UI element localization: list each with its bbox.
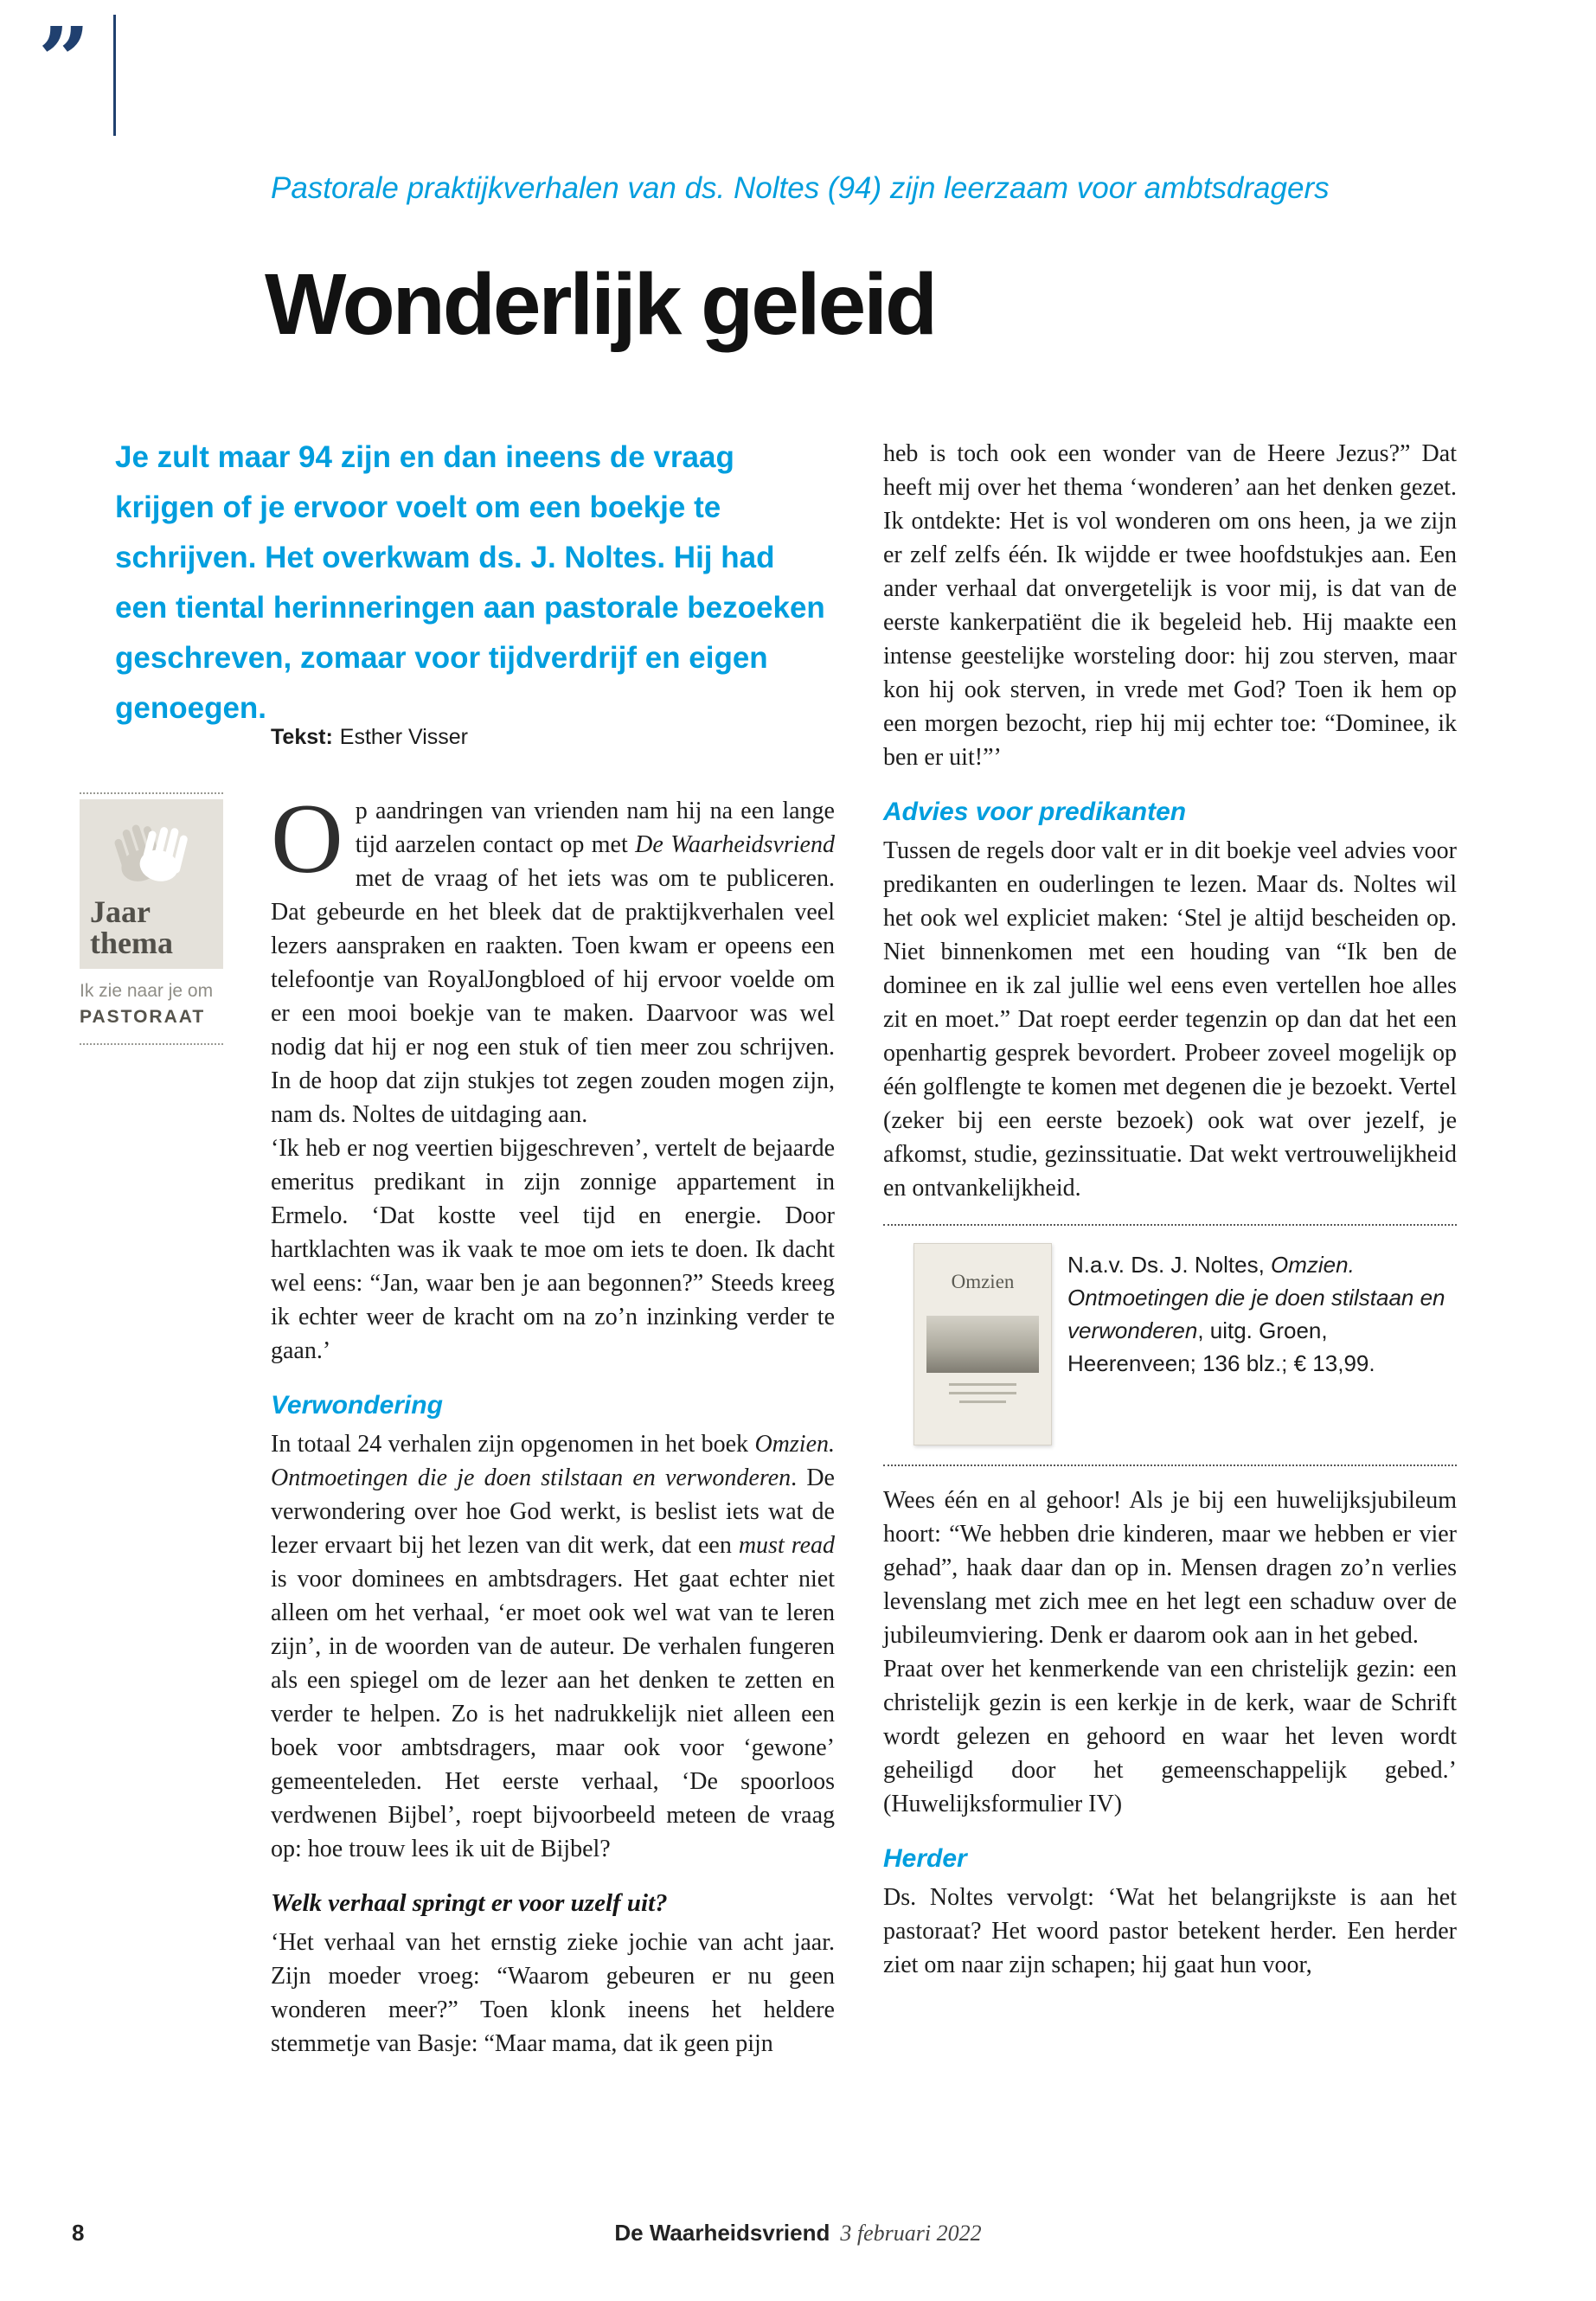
badge-graphic-area xyxy=(80,799,223,969)
book-reference-box xyxy=(883,1243,1457,1445)
left-column xyxy=(271,784,835,2061)
paragraph: Praat over het kenmerkende van een christelijk gezin: een christelijk gezin is een kerkje in de kerk, waar de Schrift wordt gelezen en gehoord en waar het leven wordt geheiligd door het gemeenschappelijk gebed.’ (Huwelijksformulier IV) xyxy=(883,1656,1457,1817)
byline xyxy=(271,725,468,750)
paragraph: ‘Ik heb er nog veertien bijgeschreven’, vertelt de bejaarde emeritus predikant in zijn zonnige appartement in Ermelo. ‘Dat kostte veel tijd en energie. Door hartklachten was ik vaak te moe om iets te doen. Ik dacht wel eens: “Jan, waar ben je aan begonnen?” Steeds kreeg ik echter weer de kracht om na zo’n inzinking verder te gaan.’ xyxy=(271,1135,835,1364)
section-heading-herder: Herder xyxy=(883,1844,967,1873)
footer-magazine-title: De Waarheidsvriend xyxy=(614,2220,830,2246)
paragraph: Wees één en al gehoor! Als je bij een huwelijksjubileum hoort: “We hebben drie kinderen, maar we hebben er vier gehad”, haak daar dan op in. Mensen dragen zo’n verlies levenslang met zich mee en het legt een schaduw over de jubileumviering. Denk er daarom ook aan in het gebed. xyxy=(883,1487,1457,1649)
dropcap: O xyxy=(271,784,343,894)
paragraph-dropcap xyxy=(271,784,835,1131)
paragraph: Ds. Noltes vervolgt: ‘Wat het belangrijkste is aan het pastoraat? Het woord pastor betekent herder. Een herder ziet om naar zijn schapen; hij gaat hun voor, xyxy=(883,1884,1457,1978)
kicker: Pastorale praktijkverhalen van ds. Noltes (94) zijn leerzaam voor ambtsdragers xyxy=(271,171,1330,205)
badge-divider-bottom xyxy=(80,1043,223,1045)
book-cover-image xyxy=(913,1243,1052,1445)
book-cover-photo xyxy=(926,1316,1039,1373)
header-rule xyxy=(113,15,116,136)
byline-label: Tekst: xyxy=(271,725,333,749)
book-reference-text: N.a.v. Ds. J. Noltes, Omzien. Ontmoetingen die je doen stilstaan en verwonderen, uitg. Groen, Heerenveen; 136 blz.; € 13,99. xyxy=(1067,1252,1445,1376)
dotted-divider-top xyxy=(883,1224,1457,1226)
hands-icon xyxy=(90,808,211,894)
byline-name: Esther Visser xyxy=(339,725,468,749)
section-heading-advies: Advies voor predikanten xyxy=(883,798,1187,826)
paragraph-text: p aandringen van vrienden nam hij na een lange tijd aarzelen contact op met De Waarheidsvriend met de vraag of het iets was om te publiceren. Dat gebeurde en het bleek dat de praktijkverhalen veel lezers aanspraken en raakten. Toen kwam er opeens een telefoontje van RoyalJongbloed of hij ervoor voelde om er een mooi boekje van te maken. Daarvoor was wel nodig dat hij er nog een stuk of tien meer zou schrijven. In de hoop dat zijn stukjes tot zegen zouden mogen zijn, nam ds. Noltes de uitdaging aan. xyxy=(271,798,835,1128)
quote-mark-icon: ” xyxy=(38,7,90,113)
paragraph: Tussen de regels door valt er in dit boekje veel advies voor predikanten en ouderlingen te lezen. Maar ds. Noltes wil het ook wel expliciet maken: ‘Stel je altijd bescheiden op. Niet binnenkomen met een houding van “Ik ben de dominee en ik zal jullie wel eens even vertellen hoe alles zit en moet.” Dat roept eerder tegenzin op dan dat het een openhartig gesprek bevordert. Probeer zoveel mogelijk op één golflengte te komen met degenen die je bezoekt. Vertel (zeker bij een eerste bezoek) ook wat over jezelf, je afkomst, studie, gezinssituatie. Dat wekt vertrouwelijkheid en ontvankelijkheid. xyxy=(883,837,1457,1202)
book-cover-subtitle-lines xyxy=(914,1383,1051,1403)
intro-paragraph: Je zult maar 94 zijn en dan ineens de vraag krijgen of je ervoor voelt om een boekje te schrijven. Het overkwam ds. J. Noltes. Hij had een tiental herinneringen aan pastorale bezoeken geschreven, zomaar voor tijdverdrijf en eigen genoegen. xyxy=(115,440,825,725)
badge-title-line1: Jaar xyxy=(90,894,151,929)
badge-title xyxy=(90,896,215,958)
footer-date: 3 februari 2022 xyxy=(840,2221,982,2246)
badge-divider-top xyxy=(80,792,223,794)
paragraph: heb is toch ook een wonder van de Heere Jezus?” Dat heeft mij over het thema ‘wonderen’ aan het denken gezet. Ik ontdekte: Het is vol wonderen om ons heen, ja we zijn er zelf zelfs één. Ik wijdde er twee hoofdstukjes aan. Een ander verhaal dat onvergetelijk is voor mij, is dat van de eerste kankerpatiënt die ik begeleid heb. Hij maakte een intense geestelijke worsteling door: hij zou sterven, maar kon hij ook sterven, in vrede met God? Toen ik hem op een morgen bezocht, riep hij mij echter toe: “Dominee, ik ben er uit!”’ xyxy=(883,440,1457,771)
page-title: Wonderlijk geleid xyxy=(265,256,936,353)
paragraph: ‘Het verhaal van het ernstig zieke jochie van acht jaar. Zijn moeder vroeg: “Waarom gebeuren er nu geen wonderen meer?” Toen klonk ineens het heldere stemmetje van Basje: “Maar mama, dat ik geen pijn xyxy=(271,1929,835,2057)
section-heading-welk-verhaal: Welk verhaal springt er voor uzelf uit? xyxy=(271,1889,668,1917)
page-number: 8 xyxy=(72,2220,85,2246)
badge-title-line2: thema xyxy=(90,926,173,960)
badge-category: PASTORAAT xyxy=(80,1007,206,1027)
badge-subtitle: Ik zie naar je om xyxy=(80,981,214,1001)
jaarthema-badge xyxy=(80,792,223,1045)
section-heading-verwondering: Verwondering xyxy=(271,1391,443,1420)
paragraph: In totaal 24 verhalen zijn opgenomen in het boek Omzien. Ontmoetingen die je doen stilstaan en verwonderen. De verwondering over hoe God werkt, is beslist iets wat de lezer ervaart bij het lezen van dit werk, dat een must read is voor dominees en ambtsdragers. Het gaat echter niet alleen om het verhaal, ‘er moet ook wel wat van te leren zijn’, in de woorden van de auteur. De verhalen fungeren als een spiegel om de lezer aan het denken te zetten en verder te helpen. Zo is het nadrukkelijk niet alleen een boek voor ambtsdragers, maar ook voor ‘gewone’ gemeenteleden. Het eerste verhaal, ‘De spoorloos verdwenen Bijbel’, roept bijvoorbeeld meteen de vraag op: hoe trouw lees ik uit de Bijbel? xyxy=(271,1431,835,1862)
book-cover-title: Omzien xyxy=(951,1271,1015,1292)
footer xyxy=(0,2220,1596,2247)
dotted-divider-bottom xyxy=(883,1465,1457,1466)
right-column xyxy=(883,437,1457,1982)
